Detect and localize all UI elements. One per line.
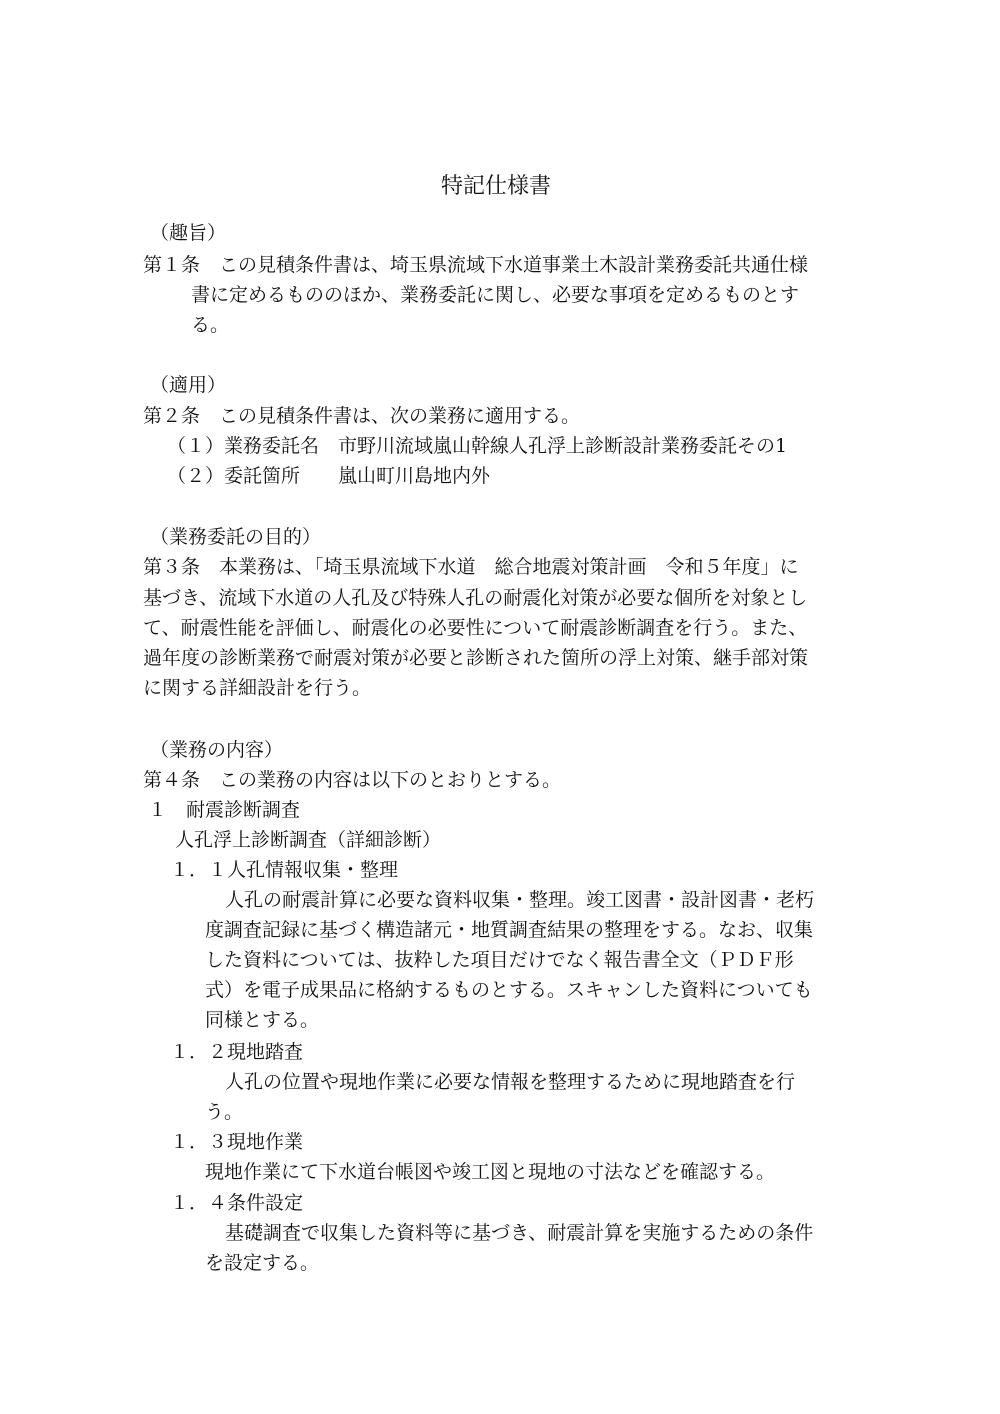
article-1-line-2: 書に定めるもののほか、業務委託に関し、必要な事項を定めるものとす [191, 284, 800, 306]
item-1-4-heading: １．４条件設定 [170, 1192, 304, 1214]
section-heading-content: （業務の内容） [150, 739, 284, 761]
document-title: 特記仕様書 [441, 174, 552, 199]
section-heading-objective: （業務委託の目的） [150, 526, 322, 548]
article-3-line-3: て、耐震性能を評価し、耐震化の必要性について耐震診断調査を行う。また、 [143, 617, 808, 639]
item-1-1-line-3: した資料については、抜粋した項目だけでなく報告書全文（ＰＤＦ形 [205, 949, 794, 971]
item-1-1-line-4: 式）を電子成果品に格納するものとする。スキャンした資料についても [205, 979, 813, 1001]
article-1-line-3: る。 [191, 314, 230, 336]
item-1-2-heading: １．２現地踏査 [170, 1041, 304, 1063]
section-heading-application: （適用） [150, 374, 227, 396]
item-1-4-line-2: を設定する。 [205, 1252, 320, 1274]
item-1-1-line-1: 人孔の耐震計算に必要な資料収集・整理。竣工図書・設計図書・老朽 [225, 889, 815, 911]
item-1-subheading: 人孔浮上診断調査（詳細診断） [175, 829, 442, 851]
section-heading-purpose: （趣旨） [150, 222, 227, 244]
article-2-item-1: （１）業務委託名 市野川流域嵐山幹線人孔浮上診断設計業務委託その1 [167, 435, 788, 457]
article-2-line-1: 第２条 この見積条件書は、次の業務に適用する。 [143, 405, 581, 427]
item-1-3-line-1: 現地作業にて下水道台帳図や竣工図と現地の寸法などを確認する。 [205, 1161, 776, 1183]
item-1-4-line-1: 基礎調査で収集した資料等に基づき、耐震計算を実施するための条件 [225, 1222, 814, 1244]
article-3-line-1: 第３条 本業務は、「埼玉県流域下水道 総合地震対策計画 令和５年度」に [143, 556, 799, 578]
item-1-2-line-1: 人孔の位置や現地作業に必要な情報を整理するために現地踏査を行 [225, 1071, 796, 1093]
item-1-heading: １ 耐震診断調査 [148, 799, 301, 821]
item-1-2-line-2: う。 [205, 1101, 244, 1123]
item-1-1-line-5: 同様とする。 [205, 1009, 320, 1031]
item-1-1-line-2: 度調査記録に基づく構造諸元・地質調査結果の整理をする。なお、収集 [205, 919, 814, 941]
article-1-line-1: 第１条 この見積条件書は、埼玉県流域下水道事業土木設計業務委託共通仕様 [143, 254, 809, 276]
item-1-1-heading: １．１人孔情報収集・整理 [170, 859, 399, 881]
article-3-line-2: 基づき、流域下水道の人孔及び特殊人孔の耐震化対策が必要な個所を対象とし [143, 587, 808, 609]
article-2-item-2: （２）委託箇所 嵐山町川島地内外 [167, 465, 491, 487]
item-1-3-heading: １．３現地作業 [170, 1131, 304, 1153]
article-3-line-5: に関する詳細設計を行う。 [143, 677, 372, 699]
article-4-line-1: 第４条 この業務の内容は以下のとおりとする。 [143, 769, 562, 791]
article-3-line-4: 過年度の診断業務で耐震対策が必要と診断された箇所の浮上対策、継手部対策 [143, 647, 809, 669]
